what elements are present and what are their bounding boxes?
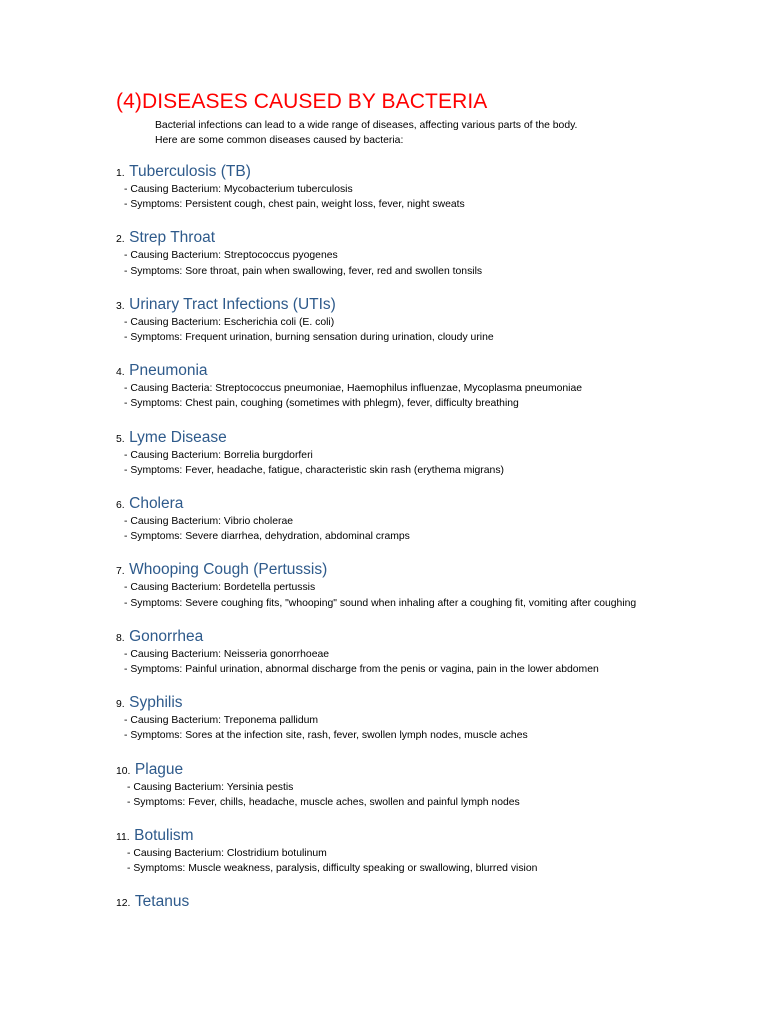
disease-heading (116, 826, 656, 846)
disease-name: Gonorrhea (129, 627, 204, 645)
disease-number: 6. (116, 500, 125, 512)
disease-cause: - Causing Bacterium: Streptococcus pyogenes (124, 250, 338, 262)
disease-name: Pneumonia (129, 362, 208, 380)
disease-heading (116, 892, 656, 912)
disease-symptoms: - Symptoms: Painful urination, abnormal discharge from the penis or vagina, pain in the lower abdomen (124, 664, 599, 676)
disease-cause: - Causing Bacterium: Vibrio cholerae (124, 516, 294, 528)
disease-heading (116, 295, 656, 315)
disease-symptoms: - Symptoms: Sore throat, pain when swallowing, fever, red and swollen tonsils (124, 265, 483, 277)
disease-heading (116, 162, 656, 182)
disease-name: Urinary Tract Infections (UTIs) (129, 295, 336, 313)
disease-number: 5. (116, 433, 125, 445)
disease-name: Strep Throat (129, 229, 215, 247)
disease-heading (116, 760, 656, 780)
disease-item-whooping-cough (116, 560, 656, 610)
intro-paragraph (155, 118, 675, 148)
disease-symptoms: - Symptoms: Sores at the infection site, rash, fever, swollen lymph nodes, muscle aches (124, 730, 528, 742)
disease-name: Lyme Disease (129, 428, 227, 446)
disease-cause: - Causing Bacteria: Streptococcus pneumoniae, Haemophilus influenzae, Mycoplasma pneumoniae (124, 383, 583, 395)
disease-name: Plague (134, 760, 184, 778)
disease-number: 2. (116, 234, 125, 246)
disease-heading (116, 361, 656, 381)
disease-symptoms: - Symptoms: Persistent cough, chest pain, weight loss, fever, night sweats (124, 199, 465, 211)
disease-number: 11. (116, 832, 130, 844)
disease-number: 10. (116, 765, 131, 777)
disease-name: Whooping Cough (Pertussis) (129, 561, 328, 579)
disease-name: Syphilis (129, 694, 183, 712)
disease-number: 1. (116, 168, 125, 179)
disease-cause: - Causing Bacterium: Clostridium botulinum (127, 848, 327, 860)
disease-name: Cholera (129, 495, 184, 513)
disease-list (116, 162, 656, 928)
disease-item-pneumonia (116, 361, 656, 411)
disease-cause: - Causing Bacterium: Escherichia coli (E. coli) (124, 316, 335, 328)
disease-item-tuberculosis (116, 162, 656, 212)
disease-number: 3. (116, 300, 125, 312)
disease-symptoms: - Symptoms: Severe diarrhea, dehydration, abdominal cramps (124, 531, 410, 543)
intro-line: Bacterial infections can lead to a wide range of diseases, affecting various parts of the body. (155, 120, 578, 131)
disease-cause: - Causing Bacterium: Treponema pallidum (124, 715, 319, 727)
disease-heading (116, 693, 656, 713)
disease-number: 9. (116, 699, 125, 711)
disease-number: 4. (116, 367, 125, 379)
disease-symptoms: - Symptoms: Fever, chills, headache, muscle aches, swollen and painful lymph nodes (127, 796, 520, 808)
disease-cause: - Causing Bacterium: Bordetella pertussis (124, 582, 316, 594)
disease-cause: - Causing Bacterium: Borrelia burgdorferi (124, 449, 313, 461)
disease-heading (116, 560, 656, 580)
disease-cause: - Causing Bacterium: Neisseria gonorrhoeae (124, 648, 330, 660)
disease-item-syphilis (116, 693, 656, 743)
disease-symptoms: - Symptoms: Chest pain, coughing (sometimes with phlegm), fever, difficulty breathing (124, 398, 519, 410)
disease-item-tetanus (116, 892, 656, 912)
disease-symptoms: - Symptoms: Muscle weakness, paralysis, difficulty speaking or swallowing, blurred vision (127, 863, 538, 875)
disease-name: Tuberculosis (TB) (129, 163, 251, 180)
disease-number: 7. (116, 566, 125, 578)
disease-item-botulism (116, 826, 656, 876)
disease-heading (116, 494, 656, 514)
disease-number: 8. (116, 632, 125, 644)
disease-cause: - Causing Bacterium: Mycobacterium tuberculosis (124, 184, 353, 195)
disease-symptoms: - Symptoms: Fever, headache, fatigue, characteristic skin rash (erythema migrans) (124, 464, 504, 476)
disease-name: Botulism (134, 827, 194, 845)
disease-name: Tetanus (134, 893, 190, 911)
disease-heading (116, 428, 656, 448)
disease-heading (116, 228, 656, 248)
disease-item-gonorrhea (116, 627, 656, 677)
disease-heading (116, 627, 656, 647)
disease-symptoms: - Symptoms: Severe coughing fits, "whooping" sound when inhaling after a coughing fit, vomiting after coughing (124, 597, 637, 609)
disease-number: 12. (116, 898, 131, 910)
disease-item-strep-throat (116, 228, 656, 278)
disease-item-plague (116, 760, 656, 810)
disease-cause: - Causing Bacterium: Yersinia pestis (127, 781, 294, 793)
disease-item-utis (116, 295, 656, 345)
disease-item-lyme-disease (116, 428, 656, 478)
intro-line: Here are some common diseases caused by bacteria: (155, 135, 404, 146)
page-title: (4)DISEASES CAUSED BY BACTERIA (116, 90, 488, 113)
disease-symptoms: - Symptoms: Frequent urination, burning sensation during urination, cloudy urine (124, 332, 494, 344)
disease-item-cholera (116, 494, 656, 544)
